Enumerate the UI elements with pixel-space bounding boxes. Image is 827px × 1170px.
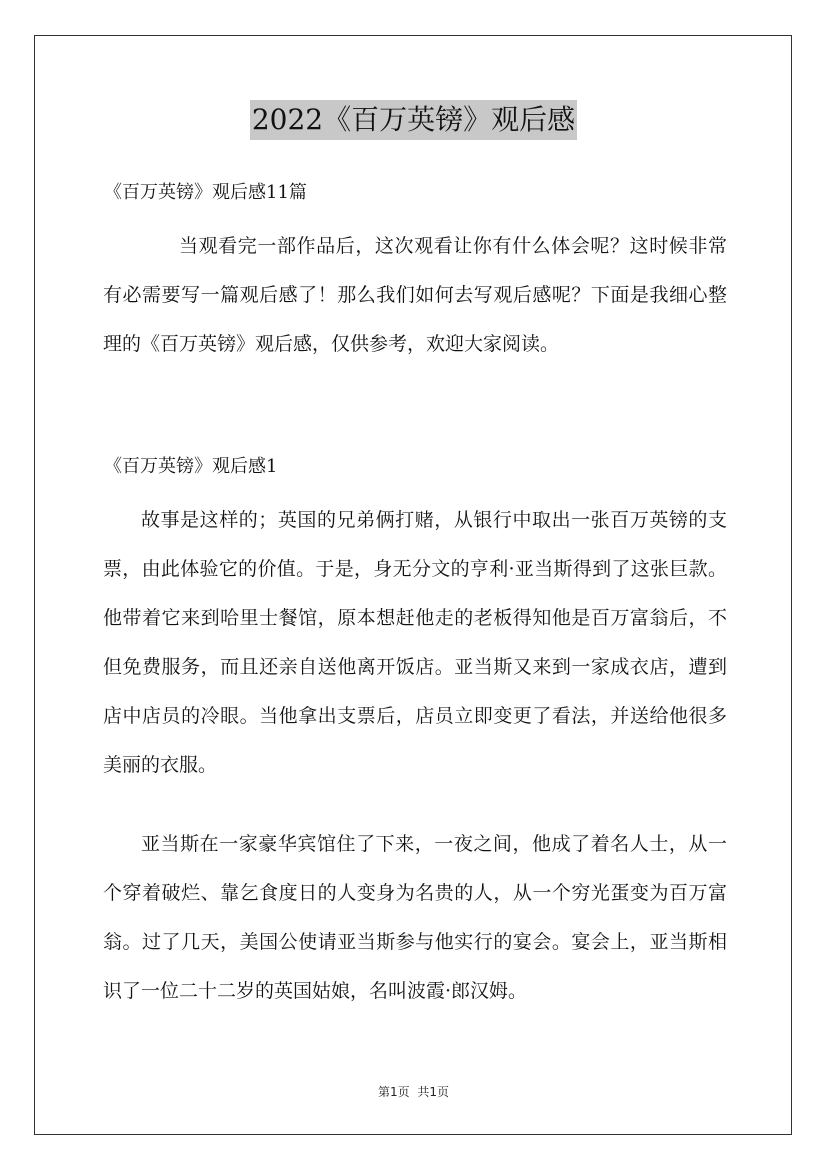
- section-heading: 《百万英镑》观后感1: [104, 456, 278, 477]
- document-title: 2022《百万英镑》观后感: [250, 100, 577, 140]
- body-paragraph: 亚当斯在一家豪华宾馆住了下来，一夜之间，他成了着名人士，从一个穿着破烂、靠乞食度日的人变身为名贵的人，从一个穷光蛋变为百万富翁。过了几天，美国公使请亚当斯参与他实行的宴会。宴会上，亚当斯相识了一位二十二岁的英国姑娘，名叫波霞·郎汉姆。: [103, 833, 727, 1002]
- document-subtitle: 《百万英镑》观后感11篇: [104, 182, 307, 203]
- page-footer: [0, 1083, 827, 1101]
- page-number: 第1页: [377, 1085, 410, 1099]
- total-pages: 共1页: [417, 1085, 450, 1099]
- body-paragraph: 故事是这样的；英国的兄弟俩打赌，从银行中取出一张百万英镑的支票，由此体验它的价值。于是，身无分文的亨利·亚当斯得到了这张巨款。他带着它来到哈里士餐馆，原本想赶他走的老板得知他是百万富翁后，不但免费服务，而且还亲自送他离开饭店。亚当斯又来到一家成衣店，遭到店中店员的冷眼。当他拿出支票后，店员立即变更了看法，并送给他很多美丽的衣服。: [103, 509, 727, 776]
- title-container: [0, 100, 827, 140]
- intro-paragraph: 当观看完一部作品后，这次观看让你有什么体会呢？这时候非常有必需要写一篇观后感了！那么我们如何去写观后感呢？下面是我细心整理的《百万英镑》观后感，仅供参考，欢迎大家阅读。: [103, 235, 727, 355]
